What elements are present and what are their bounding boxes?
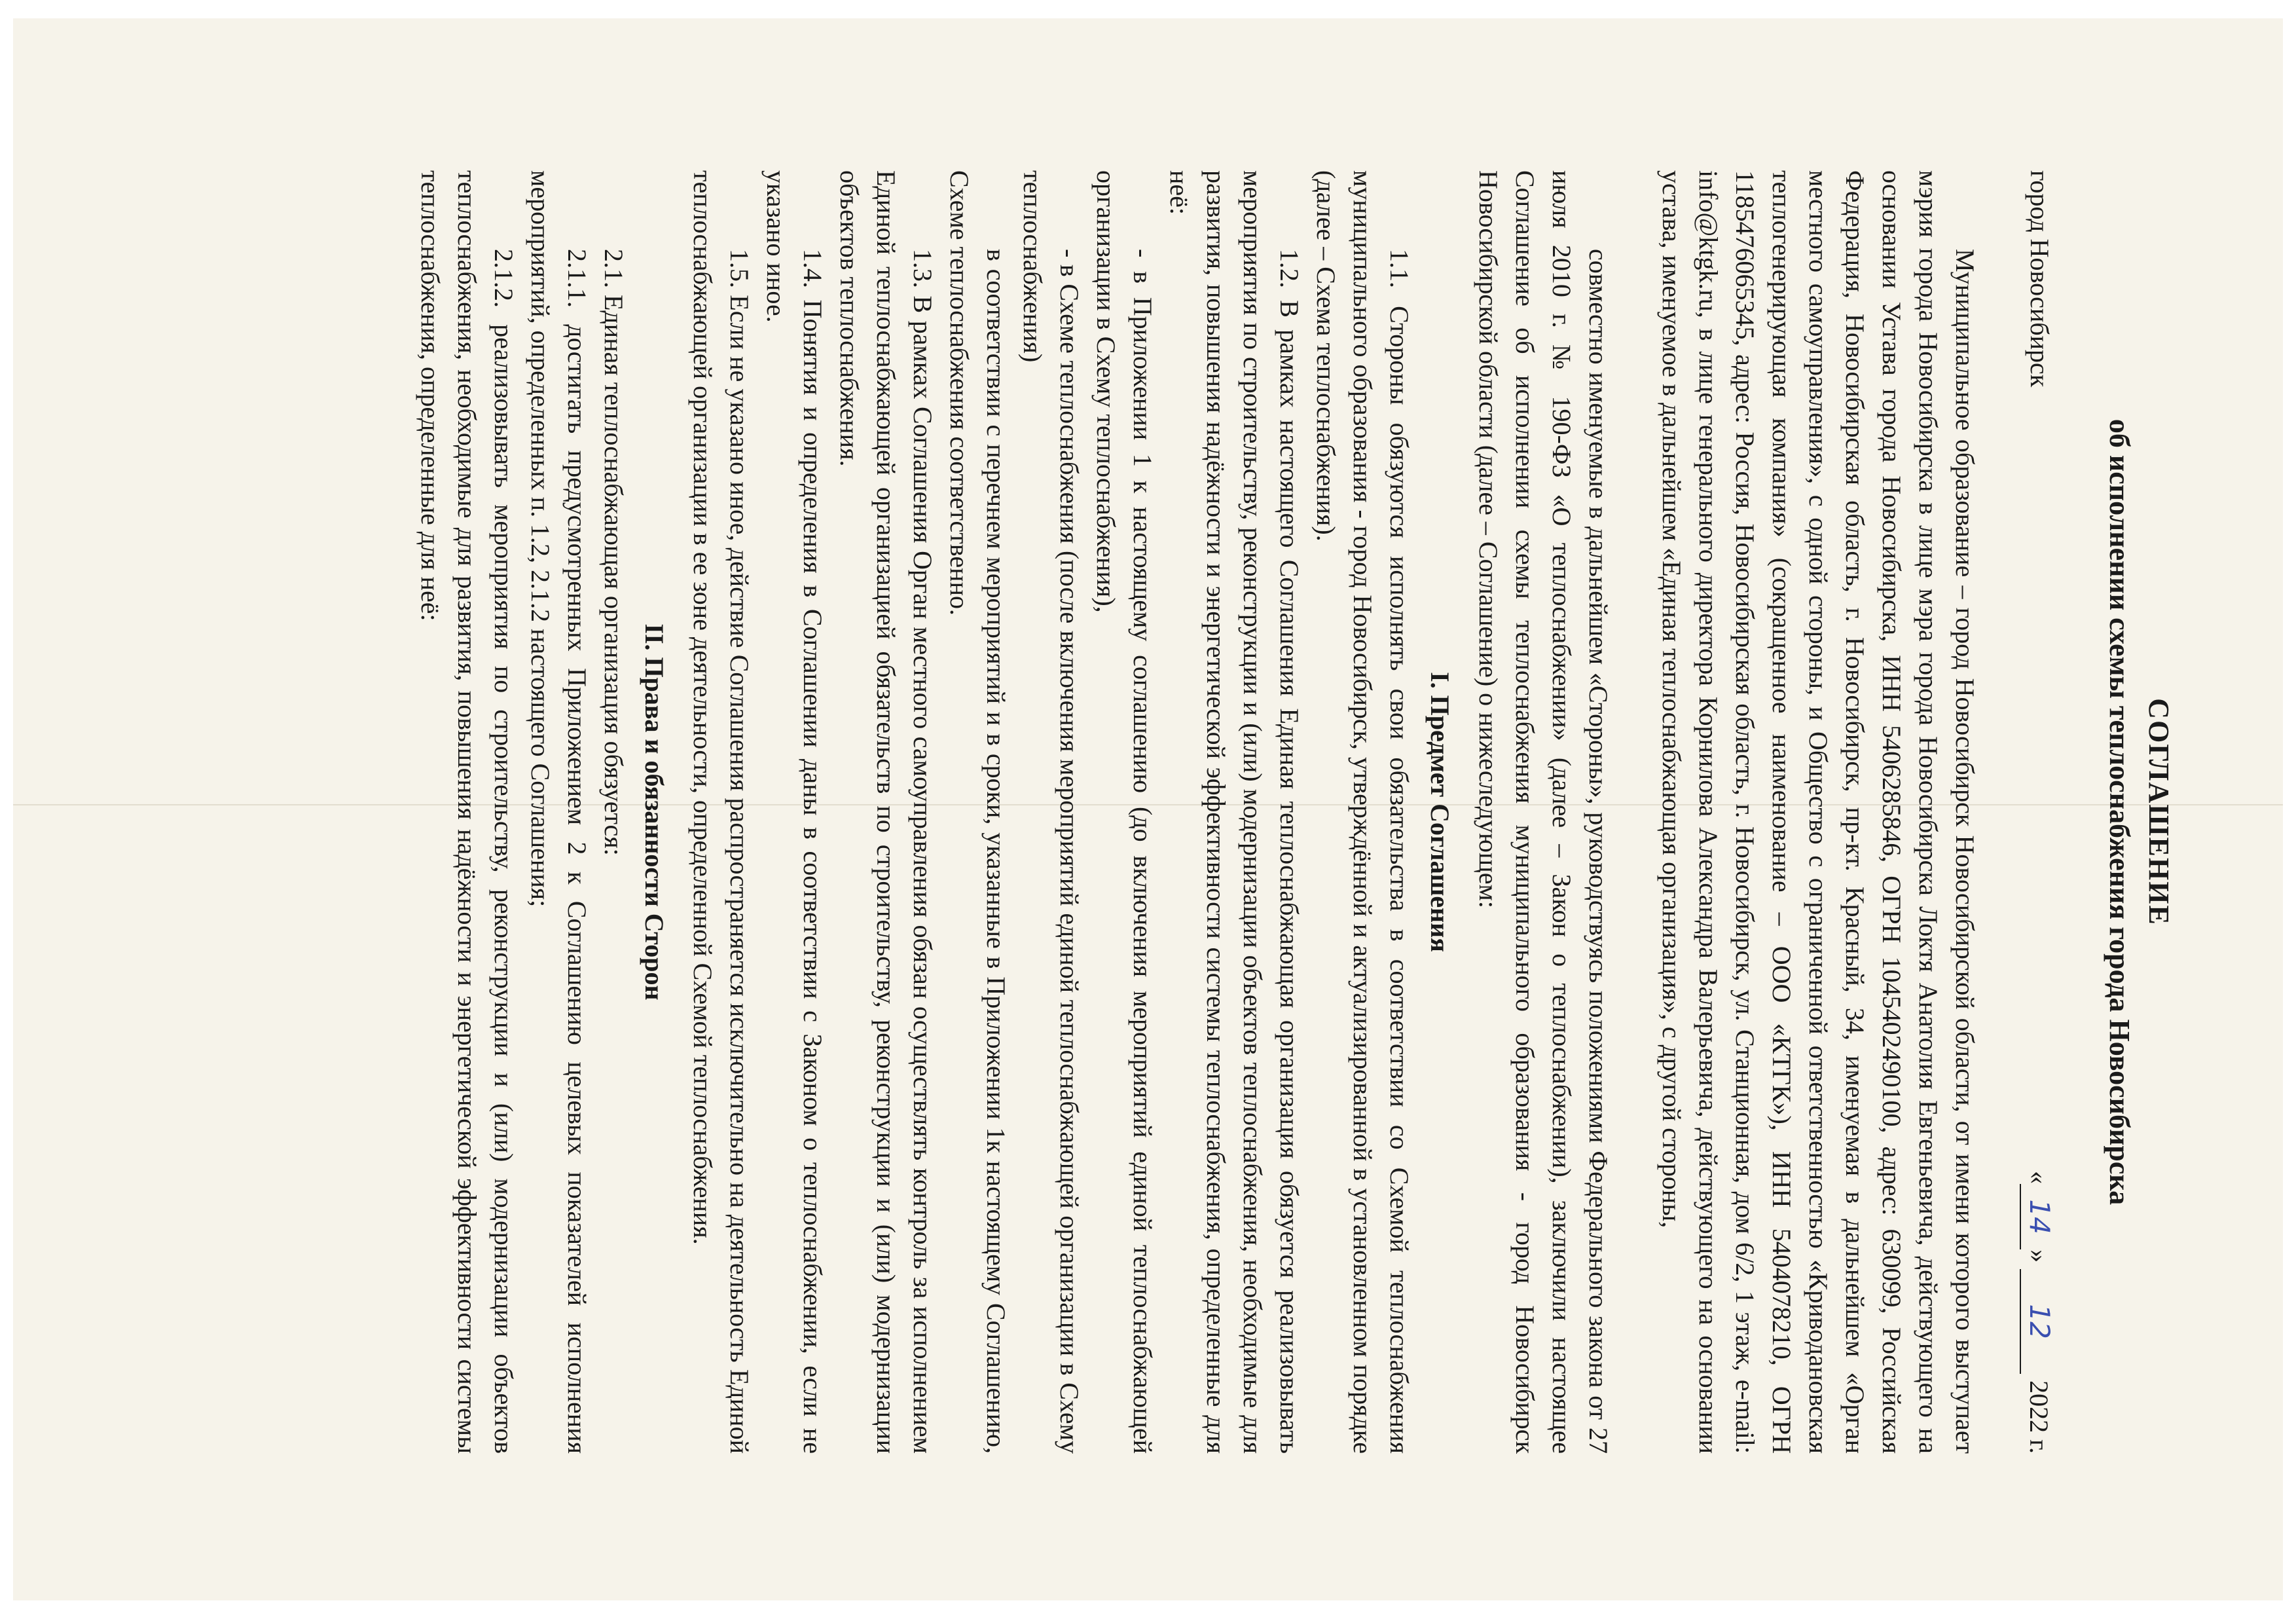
section-2-title: II. Права и обязанности Сторон <box>640 623 669 1001</box>
document-title: СОГЛАШЕНИЕ <box>2143 698 2175 926</box>
date-year: 2022 г. <box>2024 1380 2054 1454</box>
date-month-handwritten: 12 <box>2020 1269 2058 1374</box>
date-close-quote: » <box>2024 1249 2054 1263</box>
clause-1-3: 1.3. В рамках Соглашения Орган местного самоуправления обязан осуществлять контроль за исполнением Единой теплоснабжающей организацией обязательств по строительству, реконструкции и (или) модернизации объектов теплоснабжения. <box>835 170 938 1454</box>
clause-2-1-1: 2.1.1. достигать предусмотренных Приложением 2 к Соглашению целевых показателей исполнения мероприятий, определенных п. 1.2, 2.1.2 настоящего Соглашения; <box>526 170 592 1454</box>
clause-1-5: 1.5. Если не указано иное, действие Соглашения распространяется исключительно на деятельность Единой теплоснабжающей организации в ее зоне деятельности, определенной Схемой теплоснабжения. <box>688 170 754 1454</box>
together-paragraph: совместно именуемые в дальнейшем «Стороны», руководствуясь положениями Федерального закона от 27 июля 2010 г. № 190-ФЗ «О теплоснабжении» (далее – Закон о теплоснабжении), заключили настоящее Соглашение об исполнении схемы теплоснабжения муниципального образования - город Новосибирск Новосибирской области (далее – Соглашение) о нижеследующем: <box>1474 170 1613 1454</box>
clause-2-1-2: 2.1.2. реализовывать мероприятия по строительству, реконструкции и (или) модернизации объектов теплоснабжения, необходимые для развития, повышения надёжности и энергетической эффективности системы теплоснабжения, определенные для неё: <box>416 170 519 1454</box>
city-label: город Новосибирск <box>2025 170 2054 388</box>
date-day-handwritten: 14 <box>2020 1184 2058 1249</box>
clause-1-2-item-b: - в Схеме теплоснабжения (после включения мероприятий единой теплоснабжающей организации в Схему теплоснабжения) <box>1018 170 1084 1454</box>
clause-1-2-item-c: в соответствии с перечнем мероприятий и в сроки, указанные в Приложении 1к настоящему Соглашению, Схеме теплоснабжения соответственно. <box>945 170 1011 1454</box>
scanned-sheet <box>13 18 2283 1600</box>
clause-1-2-item-a: - в Приложении 1 к настоящему соглашению (до включения мероприятий единой теплоснабжающей организации в Схему теплоснабжения), <box>1091 170 1157 1454</box>
preamble-paragraph: Муниципальное образование – город Новосибирск Новосибирской области, от имени которого выступает мэрия города Новосибирска в лице мэра города Новосибирска Локтя Анатолия Евгеньевича, действующего на основании Устава города Новосибирска, ИНН 5406285846, ОГРН 1045402490100, адрес: 630099, Российская Федерация, Новосибирская область, г. Новосибирск, пр-кт. Красный, 34, именуемая в дальнейшем «Орган местного самоуправления», с одной стороны, и Общество с ограниченной ответственностью «Криводановская теплогенерирующая компания» (сокращенное наименование – ООО «КТГК»), ИНН 5404078210, ОГРН 1185476065345, адрес: Россия, Новосибирская область, г. Новосибирск, ул. Станционная, дом 6/2, 1 этаж, e-mail: info@ktgk.ru, в лице генерального директора Корнилова Александра Валерьевича, действующего на основании устава, именуемое в дальнейшем «Единая теплоснабжающая организация», с другой стороны, <box>1657 170 1980 1454</box>
date-block <box>2020 1171 2058 1454</box>
clause-2-1: 2.1. Единая теплоснабжающая организация обязуется: <box>599 249 629 856</box>
section-1-title: I. Предмет Соглашения <box>1425 672 1455 952</box>
document-page <box>13 18 2283 1600</box>
date-open-quote: « <box>2024 1171 2054 1185</box>
city-date-line <box>2020 170 2058 1454</box>
document-body <box>412 170 2178 1454</box>
clause-1-4: 1.4. Понятия и определения в Соглашении даны в соответствии с Законом о теплоснабжении, если не указано иное. <box>761 170 828 1454</box>
clause-1-2: 1.2. В рамках настоящего Соглашения Единая теплоснабжающая организация обязуется реализовывать мероприятия по строительству, реконструкции и (или) модернизации объектов теплоснабжения, необходимые для развития, повышения надёжности и энергетической эффективности системы теплоснабжения, определенные для неё: <box>1165 170 1304 1454</box>
document-subtitle: об исполнении схемы теплоснабжения города Новосибирска <box>2104 418 2136 1206</box>
clause-1-1: 1.1. Стороны обязуются исполнять свои обязательства в соответствии со Схемой теплоснабжения муниципального образования - город Новосибирск, утверждённой и актуализированной в установленном порядке (далее – Схема теплоснабжения). <box>1311 170 1414 1454</box>
